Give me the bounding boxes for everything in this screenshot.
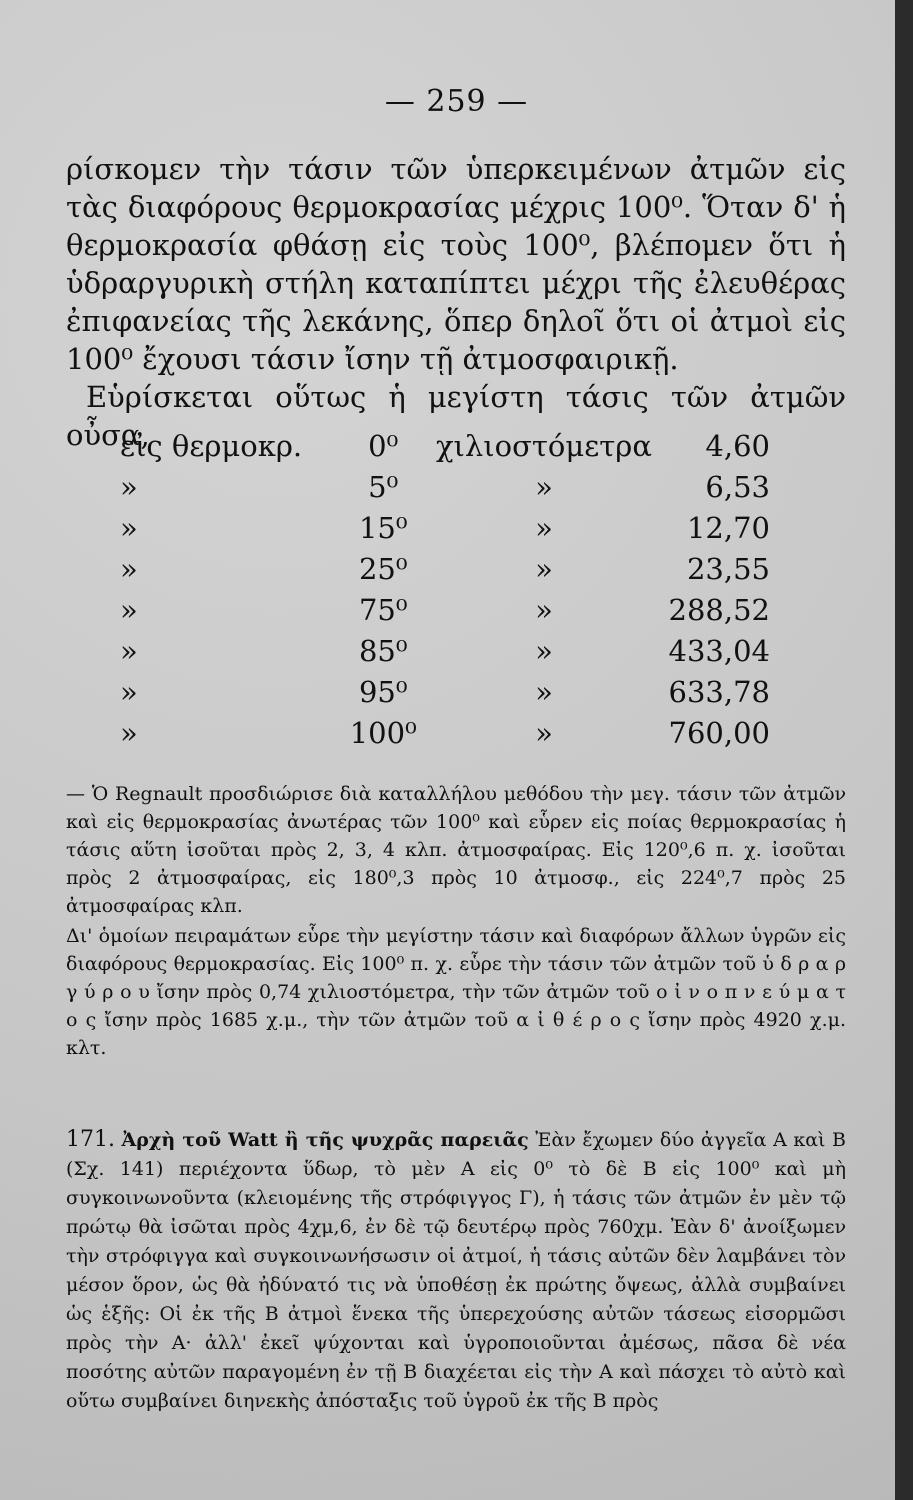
table-row [120, 671, 770, 712]
row-label: » [120, 469, 138, 504]
table-row [120, 630, 770, 671]
row-temperature: 0⁰ [368, 428, 399, 463]
row-temperature: 15⁰ [358, 510, 408, 545]
row-unit: » [535, 715, 553, 750]
row-value: 12,70 [686, 510, 770, 545]
row-value: 288,52 [668, 592, 770, 627]
note-paragraph-2: Δι' ὁμοίων πειραμάτων εὗρε τὴν μεγίστην τάσιν καὶ διαφόρων ἄλλων ὑγρῶν εἰς διαφόρους θερμοκρασίας. Εἰς 100⁰ π. χ. εὗρε τὴν τάσιν τῶν ἀτμῶν τοῦ ὑ δ ρ α ρ γ ύ ρ ο υ ἴσην πρὸς 0,74 χιλιοστόμετρα, τὴν τῶν ἀτμῶν τοῦ ο ἰ ν ο π ν ε ύ μ α τ ο ς ἴσην πρὸς 1685 χ.μ., τὴν τῶν ἀτμῶν τοῦ α ἰ θ έ ρ ο ς ἴσην πρὸς 4920 χ.μ. κλτ. [66, 925, 846, 1059]
page-edge-shadow [895, 0, 913, 1500]
row-value: 4,60 [705, 428, 770, 463]
row-value: 433,04 [668, 633, 770, 668]
row-label: » [120, 592, 138, 627]
row-unit: » [535, 551, 553, 586]
row-temperature: 25⁰ [358, 551, 408, 586]
row-label: » [120, 551, 138, 586]
row-unit: » [535, 510, 553, 545]
section-number: 171. [66, 1127, 115, 1152]
row-unit: » [535, 469, 553, 504]
row-temperature: 75⁰ [358, 592, 408, 627]
row-label: » [120, 674, 138, 709]
row-temperature: 85⁰ [358, 633, 408, 668]
row-unit: » [535, 633, 553, 668]
note-paragraph-1: — Ὁ Regnault προσδιώρισε διὰ καταλλήλου μεθόδου τὴν μεγ. τάσιν τῶν ἀτμῶν καὶ εἰς θερμοκρασίας ἀνωτέρας τῶν 100⁰ καὶ εὗρεν εἰς ποίας θερμοκρασίας ἡ τάσις αὕτη ἰσοῦται πρὸς 2, 3, 4 κλπ. ἀτμοσφαίρας. Εἰς 120⁰,6 π. χ. ἰσοῦται πρὸς 2 ἀτμοσφαίρας, εἰς 180⁰,3 πρὸς 10 ἀτμοσφ., εἰς 224⁰,7 πρὸς 25 ἀτμοσφαίρας κλπ. [66, 783, 846, 917]
row-label: εἰς θερμοκρ. [120, 428, 303, 463]
row-unit: χιλιοστόμετρα [435, 428, 652, 463]
row-label: » [120, 510, 138, 545]
table-row [120, 712, 770, 753]
row-value: 633,78 [668, 674, 770, 709]
table-row [120, 548, 770, 589]
intro-text [66, 150, 846, 454]
row-value: 6,53 [705, 469, 770, 504]
row-unit: » [535, 592, 553, 627]
intro-paragraph-1: ρίσκομεν τὴν τάσιν τῶν ὑπερκειμένων ἀτμῶν εἰς τὰς διαφόρους θερμοκρασίας μέχρις 100⁰. Ὅταν δ' ἡ θερμοκρασία φθάσῃ εἰς τοὺς 100⁰, βλέπομεν ὅτι ἡ ὑδραργυρικὴ στήλη καταπίπτει μέχρι τῆς ἐλευθέρας ἐπιφανείας τῆς λεκάνης, ὅπερ δηλοῖ ὅτι οἱ ἀτμοὶ εἰς 100⁰ ἔχουσι τάσιν ἴσην τῇ ἀτμοσφαιρικῇ. [66, 152, 846, 376]
table-row [120, 507, 770, 548]
table-row [120, 466, 770, 507]
row-label: » [120, 633, 138, 668]
page-number: — 259 — [384, 84, 529, 119]
regnault-note [66, 780, 846, 1064]
intro-paragraph-2: Εὑρίσκεται οὕτως ἡ μεγίστη τάσις τῶν ἀτμῶν οὖσα, [66, 380, 846, 452]
table-row [120, 589, 770, 630]
table-row [120, 425, 770, 466]
vapor-pressure-table [120, 425, 770, 753]
section-paragraph [66, 1125, 846, 1416]
section-heading: Ἀρχὴ τοῦ Watt ἢ τῆς ψυχρᾶς παρειᾶς [121, 1129, 529, 1151]
row-temperature: 100⁰ [349, 715, 417, 750]
row-temperature: 95⁰ [358, 674, 408, 709]
row-value: 760,00 [668, 715, 770, 750]
row-temperature: 5⁰ [368, 469, 399, 504]
section-text: Ἐὰν ἔχωμεν δύο ἀγγεῖα A καὶ B (Σχ. 141) περιέχοντα ὕδωρ, τὸ μὲν A εἰς 0⁰ τὸ δὲ B εἰς 100⁰ καὶ μὴ συγκοινωνοῦντα (κλειομένης τῆς στρόφιγγος Γ), ἡ τάσις τῶν ἀτμῶν ἐν μὲν τῷ πρώτῳ θὰ ἰσῶται πρὸς 4χμ,6, ἐν δὲ τῷ δευτέρῳ πρὸς 760χμ. Ἐὰν δ' ἀνοίξωμεν τὴν στρόφιγγα καὶ συγκοινωνήσωσιν οἱ ἀτμοί, ἡ τάσις αὐτῶν δὲν λαμβάνει τὸν μέσον ὅρον, ὡς θὰ ἠδύνατό τις νὰ ὑποθέσῃ ἐκ πρώτης ὄψεως, ἀλλὰ συμβαίνει ὡς ἑξῆς: Οἱ ἐκ τῆς B ἀτμοὶ ἕνεκα τῆς ὑπερεχούσης αὐτῶν τάσεως εἰσορμῶσι πρὸς τὴν A· ἀλλ' ἐκεῖ ψύχονται καὶ ὑγροποιοῦνται ἀμέσως, πᾶσα δὲ νέα ποσότης αὐτῶν παραγομένη ἐν τῇ B διαχέεται εἰς τὴν A καὶ πάσχει τὸ αὐτὸ καὶ οὕτω συμβαίνει διηνεκὴς ἀπόσταξις τοῦ ὑγροῦ ἐκ τῆς B πρὸς [66, 1129, 847, 1412]
row-label: » [120, 715, 138, 750]
row-unit: » [535, 674, 553, 709]
row-value: 23,55 [686, 551, 770, 586]
section-171 [66, 1125, 846, 1416]
